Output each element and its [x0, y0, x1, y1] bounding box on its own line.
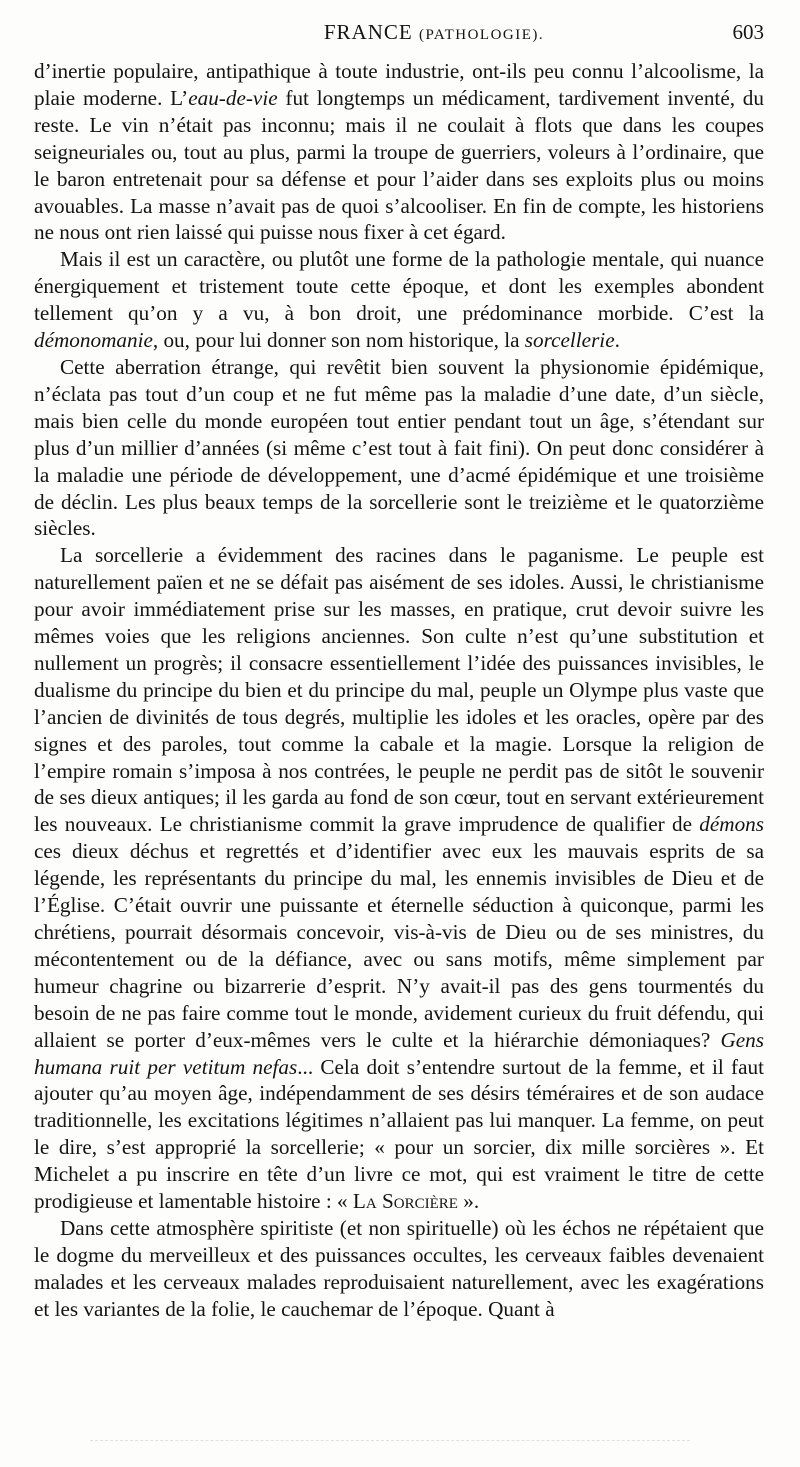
page-number: 603: [732, 20, 764, 44]
italic-text: sorcellerie: [524, 328, 615, 353]
page-body: [34, 58, 764, 1323]
small-caps-title: La Sorcière: [352, 1189, 458, 1214]
text-run: fut longtemps un médicament, tardivement inventé, du reste. Le vin n’était pas inconnu; mais il ne coulait à flots que dans les coupes seigneuriales ou, tout au plus, parmi la troupe de guerriers, voleurs à l’ordinaire, que le baron entretenait pour sa défense et pour l’aider dans ses exploits plus ou moins avouables. La masse n’avait pas de quoi s’alcooliser. En fin de compte, les historiens ne nous ont rien laissé qui puisse nous fixer à cet égard.: [34, 85, 764, 245]
running-title-sub: (PATHOLOGIE).: [418, 27, 545, 43]
text-run: ... Cela doit s’entendre surtout de la femme, et il faut ajouter qu’au moyen âge, indépendamment de ses désirs téméraires et de son audace traditionnelle, les excitations légitimes n’allaient pas lui manquer. La femme, on peut le dire, s’est approprié la sorcellerie; « pour un sorcier, dix mille sorcières ». Et Michelet a pu inscrire en tête d’un livre ce mot, qui est vraiment le titre de cette prodigieuse et lamentable histoire : «: [34, 1054, 764, 1214]
text-run: .: [614, 328, 620, 353]
running-title-main: FRANCE: [323, 20, 413, 44]
text-run: Cette aberration étrange, qui revêtit bien souvent la physionomie épidémique, n’éclata pas tout d’un coup et ne fut même pas la maladie d’une date, d’un siècle, mais bien celle du monde européen tout entier pendant tout un âge, s’étendant sur plus d’un millier d’années (si même c’est tout à fait fini). On peut donc considérer à la maladie une période de développement, une d’acmé épidémique et une troisième de déclin. Les plus beaux temps de la sorcellerie sont le treizième et le quatorzième siècles.: [34, 354, 764, 541]
text-run: ».: [457, 1189, 480, 1214]
italic-text: démonomanie: [34, 328, 153, 353]
text-run: , ou, pour lui donner son nom historique, la: [152, 328, 525, 353]
text-run: Mais il est un caractère, ou plutôt une forme de la pathologie mentale, qui nuance énergiquement et tristement toute cette époque, et dont les exemples abondent tellement qu’on y a vu, à bon droit, une prédominance morbide. C’est la: [34, 247, 764, 326]
paragraph: [34, 58, 764, 246]
bottom-edge-marks: [90, 1440, 690, 1445]
text-run: d’inertie populaire, antipathique à toute industrie, ont-ils peu connu l’alcoolisme, la plaie moderne. L’: [34, 59, 764, 110]
running-title: [34, 20, 764, 45]
paragraph: [34, 542, 764, 1215]
text-run: La sorcellerie a évidemment des racines dans le paganisme. Le peuple est naturellement païen et ne se défait pas aisément de ses idoles. Aussi, le christianisme pour avoir immédiatement prise sur les masses, en pratique, crut devoir suivre les mêmes voies que les religions anciennes. Son culte n’est qu’une substitution et nullement un progrès; il consacre essentiellement l’idée des puissances invisibles, le dualisme du principe du bien et du principe du mal, peuple un Olympe plus vaste que l’ancien de divinités de tous degrés, multiplie les idoles et les oracles, opère par des signes et des paroles, tout comme la cabale et la magie. Lorsque la religion de l’empire romain s’imposa à nos contrées, le peuple ne perdit pas de sitôt le souvenir de ses dieux antiques; il les garda au fond de son cœur, tout en servant extérieurement les nouveaux. Le christianisme commit la grave imprudence de qualifier de: [34, 543, 764, 837]
paragraph: [34, 1215, 764, 1323]
running-header: [34, 6, 764, 46]
italic-text: eau-de-vie: [188, 85, 278, 110]
text-run: ces dieux déchus et regrettés et d’identifier avec eux les mauvais esprits de sa légende, les représentants du principe du mal, les ennemis invisibles de Dieu et de l’Église. C’était ouvrir une puissante et éternelle séduction à quiconque, parmi les chrétiens, pourrait désormais concevoir, vis-à-vis de Dieu ou de ses ministres, du mécontentement ou de la défiance, avec ou sans motifs, même simplement par humeur chagrine ou bizarrerie d’esprit. N’y avait-il pas des gens tourmentés du besoin de ne pas faire comme tout le monde, avidement curieux du fruit défendu, qui allaient se porter d’eux-mêmes vers le culte et la hiérarchie démoniaques?: [34, 839, 764, 1052]
italic-text: démons: [699, 812, 764, 837]
paragraph: [34, 246, 764, 354]
paragraph: [34, 354, 764, 542]
text-run: Dans cette atmosphère spiritiste (et non spirituelle) où les échos ne répétaient que le dogme du merveilleux et des puissances occultes, les cerveaux faibles devenaient malades et les cerveaux malades reproduisaient naturellement, avec les exagérations et les variantes de la folie, le cauchemar de l’époque. Quant à: [34, 1215, 764, 1321]
italic-text: Gens humana ruit per vetitum nefas: [34, 1027, 764, 1079]
